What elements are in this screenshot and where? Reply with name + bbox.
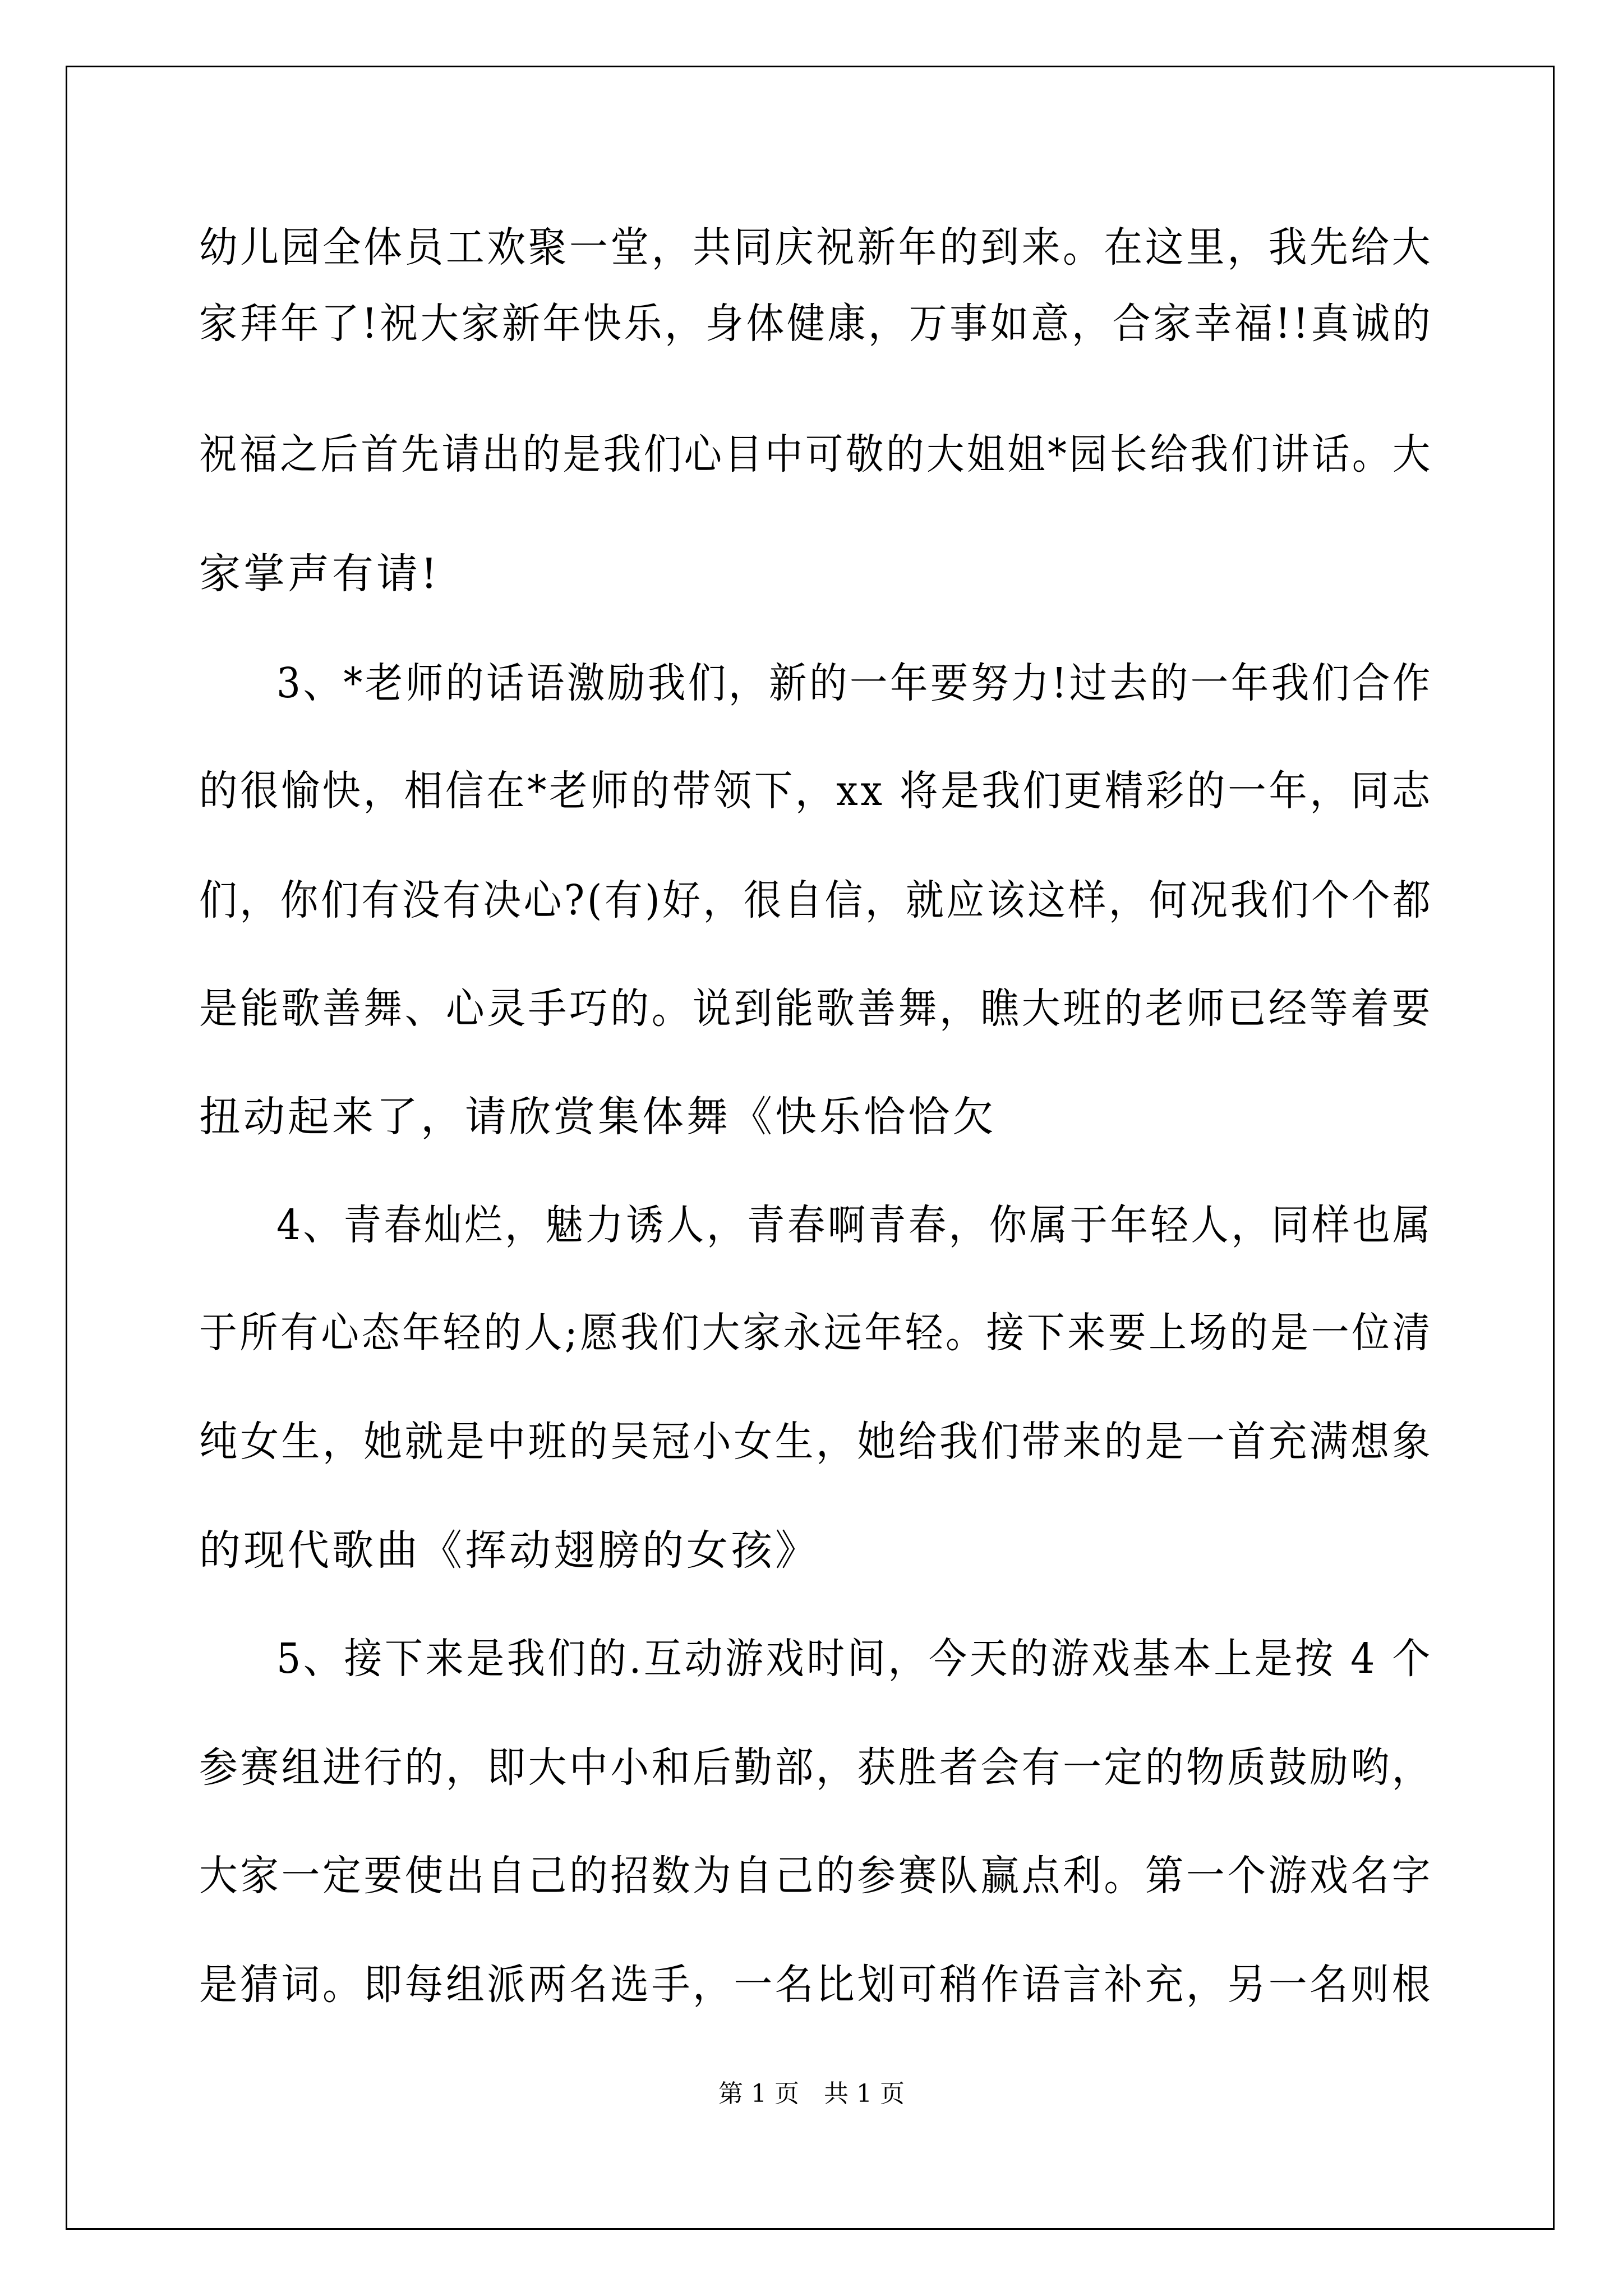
text-line: 是能歌善舞、心灵手巧的。说到能歌善舞，瞧大班的老师已经等着要 <box>199 984 1433 1033</box>
text-line: 们，你们有没有决心?(有)好，很自信，就应该这样，何况我们个个都 <box>199 876 1433 924</box>
page-border <box>66 66 1555 2230</box>
page-footer: 第 1 页 共 1 页 <box>718 2079 905 2108</box>
text-line: 4、青春灿烂，魅力诱人，青春啊青春，你属于年轻人，同样也属 <box>276 1201 1433 1249</box>
text-line: 家掌声有请! <box>199 550 440 598</box>
text-line: 3、*老师的话语激励我们，新的一年要努力!过去的一年我们合作 <box>276 659 1433 707</box>
text-line: 参赛组进行的，即大中小和后勤部，获胜者会有一定的物质鼓励哟， <box>199 1743 1433 1792</box>
text-line: 幼儿园全体员工欢聚一堂，共同庆祝新年的到来。在这里，我先给大 <box>199 223 1433 272</box>
text-line: 的现代歌曲《挥动翅膀的女孩》 <box>199 1526 819 1575</box>
text-line: 家拜年了!祝大家新年快乐，身体健康，万事如意，合家幸福!!真诚的 <box>199 300 1433 348</box>
text-line: 纯女生，她就是中班的吴冠小女生，她给我们带来的是一首充满想象 <box>199 1418 1433 1466</box>
text-line: 于所有心态年轻的人;愿我们大家永远年轻。接下来要上场的是一位清 <box>199 1309 1433 1357</box>
text-line: 5、接下来是我们的.互动游戏时间，今天的游戏基本上是按 4 个 <box>276 1635 1433 1683</box>
text-line: 的很愉快，相信在*老师的带领下，xx 将是我们更精彩的一年，同志 <box>199 767 1433 815</box>
text-line: 扭动起来了，请欣赏集体舞《快乐恰恰欠 <box>199 1093 997 1141</box>
text-line: 大家一定要使出自己的招数为自己的参赛队赢点利。第一个游戏名字 <box>199 1852 1433 1900</box>
text-line: 是猜词。即每组派两名选手，一名比划可稍作语言补充，另一名则根 <box>199 1961 1433 2009</box>
text-line: 祝福之后首先请出的是我们心目中可敬的大姐姐*园长给我们讲话。大 <box>199 430 1433 478</box>
